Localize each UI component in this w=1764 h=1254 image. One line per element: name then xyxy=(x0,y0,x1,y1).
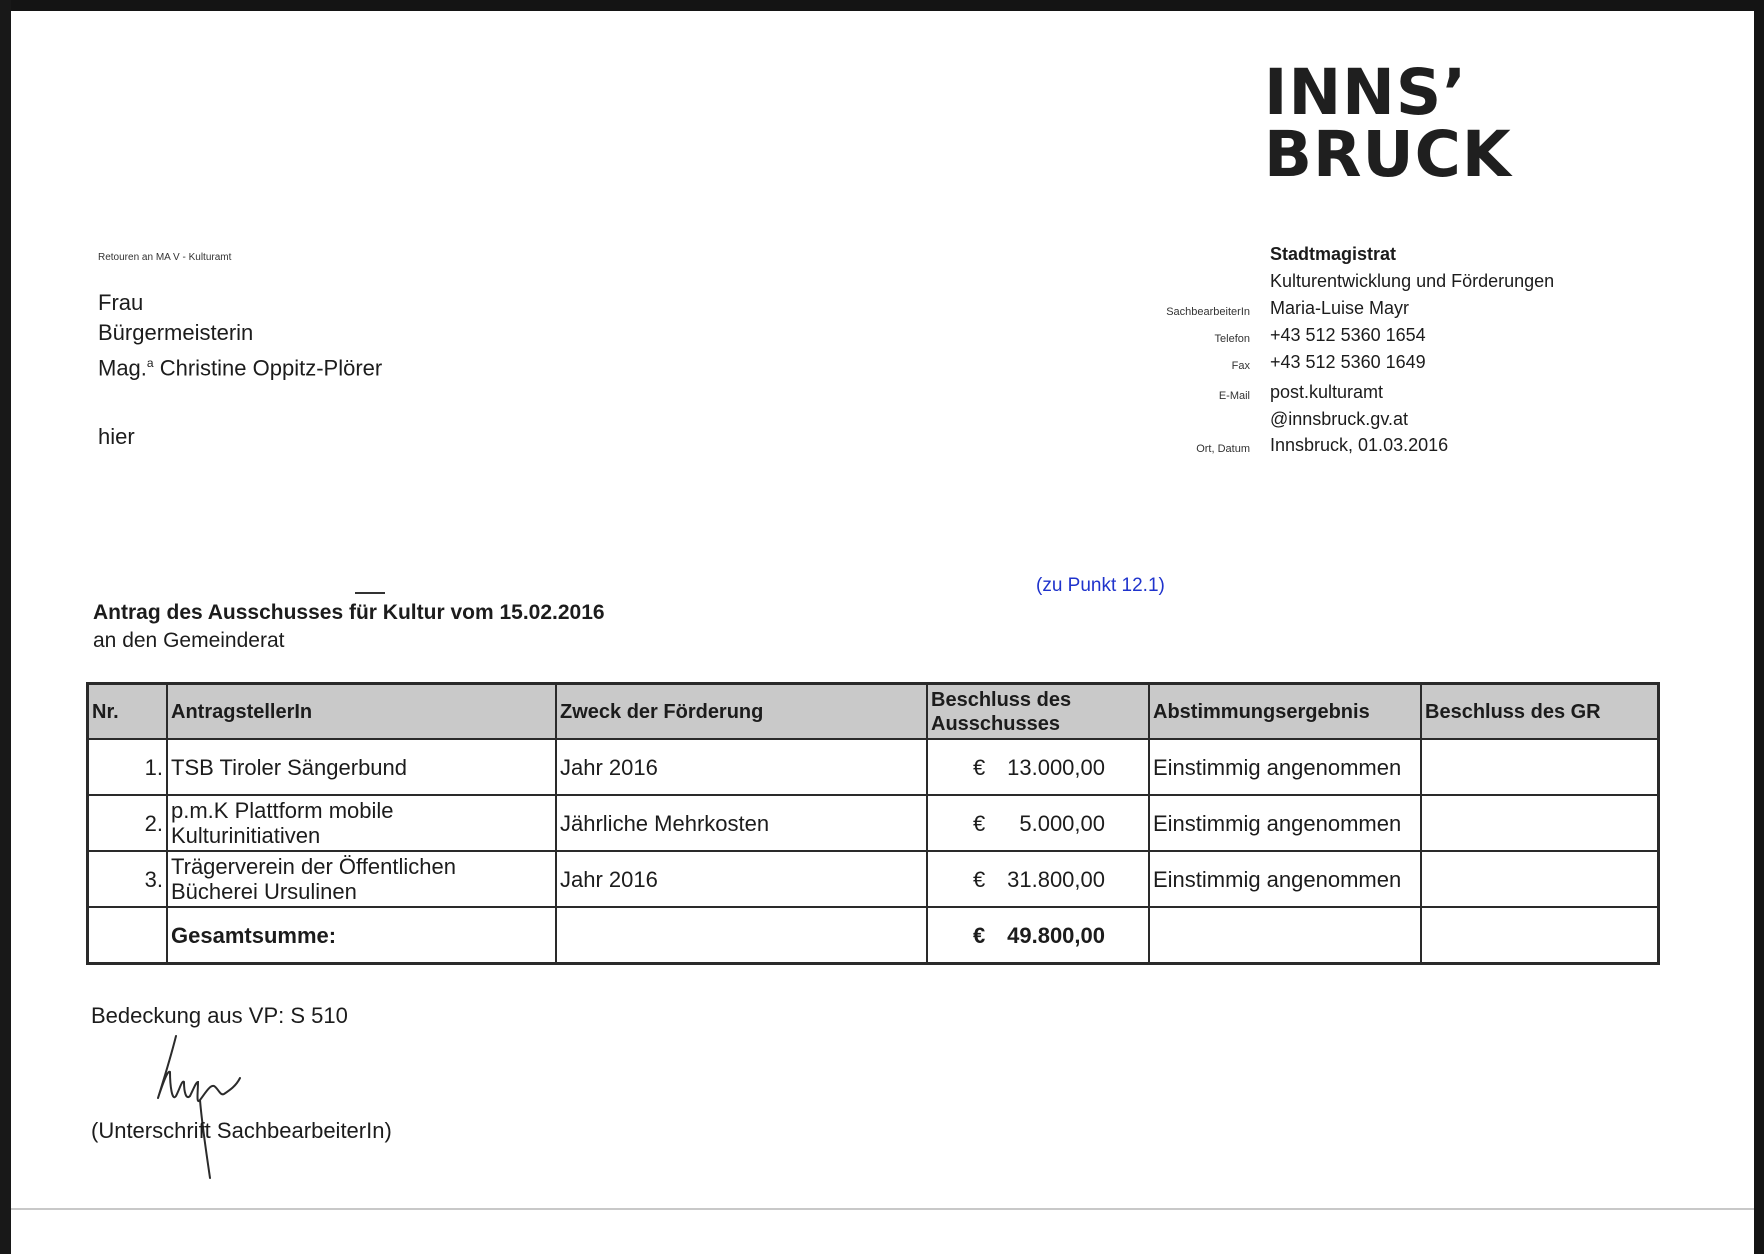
row-purpose: Jahr 2016 xyxy=(556,739,927,795)
row-applicant: Trägerverein der Öffentlichen Bücherei Ursulinen xyxy=(167,851,556,907)
motion-subtitle: an den Gemeinderat xyxy=(93,629,285,652)
recipient-role: Bürgermeisterin xyxy=(98,320,254,345)
table-row xyxy=(88,795,1659,851)
signature-caption: (Unterschrift SachbearbeiterIn) xyxy=(91,1118,392,1143)
row-nr: 1. xyxy=(88,739,168,795)
row-vote-result: Einstimmig angenommen xyxy=(1149,795,1421,851)
row-council-decision xyxy=(1421,795,1659,851)
row-amount: € 13.000,00 xyxy=(927,739,1149,795)
table-total-row xyxy=(88,907,1659,964)
row-vote-result: Einstimmig angenommen xyxy=(1149,851,1421,907)
fax-label: Fax xyxy=(1231,360,1250,372)
row-amount: € 31.800,00 xyxy=(927,851,1149,907)
recipient-name: Mag.$^a$ Christine Oppitz-Plörer xyxy=(98,355,383,381)
place-date-label: Ort, Datum xyxy=(1196,443,1250,455)
header-vote-result: Abstimmungsergebnis xyxy=(1149,684,1421,740)
row-council-decision xyxy=(1421,851,1659,907)
fax-value: +43 512 5360 1649 xyxy=(1270,352,1426,372)
total-purpose xyxy=(556,907,927,964)
innsbruck-logo xyxy=(1264,56,1512,191)
agenda-item-ref: (zu Punkt 12.1) xyxy=(1036,575,1165,596)
pen-mark xyxy=(355,592,385,594)
clerk-name: Maria-Luise Mayr xyxy=(1270,298,1410,318)
email-line-2: @innsbruck.gv.at xyxy=(1270,409,1408,429)
header-committee-decision: Beschluss des Ausschusses xyxy=(927,684,1149,740)
place-date-value: Innsbruck, 01.03.2016 xyxy=(1270,435,1449,455)
scan-edge-top xyxy=(0,0,1764,11)
total-vote-result xyxy=(1149,907,1421,964)
phone-value: +43 512 5360 1654 xyxy=(1270,325,1426,345)
row-vote-result: Einstimmig angenommen xyxy=(1149,739,1421,795)
row-nr: 2. xyxy=(88,795,168,851)
budget-coverage: Bedeckung aus VP: S 510 xyxy=(91,1003,348,1028)
clerk-label: SachbearbeiterIn xyxy=(1166,306,1250,318)
total-label: Gesamtsumme: xyxy=(167,907,556,964)
motion-title: Antrag des Ausschusses für Kultur vom 15.02.2016 xyxy=(93,601,605,624)
total-nr xyxy=(88,907,168,964)
scan-edge-right xyxy=(1754,0,1764,1254)
header-nr: Nr. xyxy=(88,684,168,740)
handwritten-signature xyxy=(140,1030,280,1180)
row-amount: € 5.000,00 xyxy=(927,795,1149,851)
sender-org: Stadtmagistrat xyxy=(1270,244,1397,264)
row-applicant: p.m.K Plattform mobile Kulturinitiativen xyxy=(167,795,556,851)
signature-stroke xyxy=(158,1036,240,1178)
row-council-decision xyxy=(1421,739,1659,795)
row-purpose: Jahr 2016 xyxy=(556,851,927,907)
table-row xyxy=(88,739,1659,795)
row-purpose: Jährliche Mehrkosten xyxy=(556,795,927,851)
scan-edge-left xyxy=(0,0,11,1254)
recipient-hier: hier xyxy=(98,424,135,449)
logo-line-2: BRUCK xyxy=(1264,118,1512,191)
scan-edge-bottom xyxy=(11,1208,1754,1210)
return-address: Retouren an MA V - Kulturamt xyxy=(98,252,232,263)
funding-table xyxy=(86,682,1660,965)
total-council-decision xyxy=(1421,907,1659,964)
recipient-salutation: Frau xyxy=(98,290,144,315)
row-nr: 3. xyxy=(88,851,168,907)
table-row xyxy=(88,851,1659,907)
sender-dept: Kulturentwicklung und Förderungen xyxy=(1270,271,1555,291)
recipient-address xyxy=(98,288,382,383)
phone-label: Telefon xyxy=(1214,333,1250,345)
total-amount: € 49.800,00 xyxy=(927,907,1149,964)
table-header-row xyxy=(88,684,1659,740)
row-applicant: TSB Tiroler Sängerbund xyxy=(167,739,556,795)
email-label: E-Mail xyxy=(1218,390,1250,402)
email-line-1: post.kulturamt xyxy=(1270,382,1384,402)
header-applicant: AntragstellerIn xyxy=(167,684,556,740)
header-purpose: Zweck der Förderung xyxy=(556,684,927,740)
logo-line-1: INNS’ xyxy=(1264,56,1468,129)
header-council-decision: Beschluss des GR xyxy=(1421,684,1659,740)
